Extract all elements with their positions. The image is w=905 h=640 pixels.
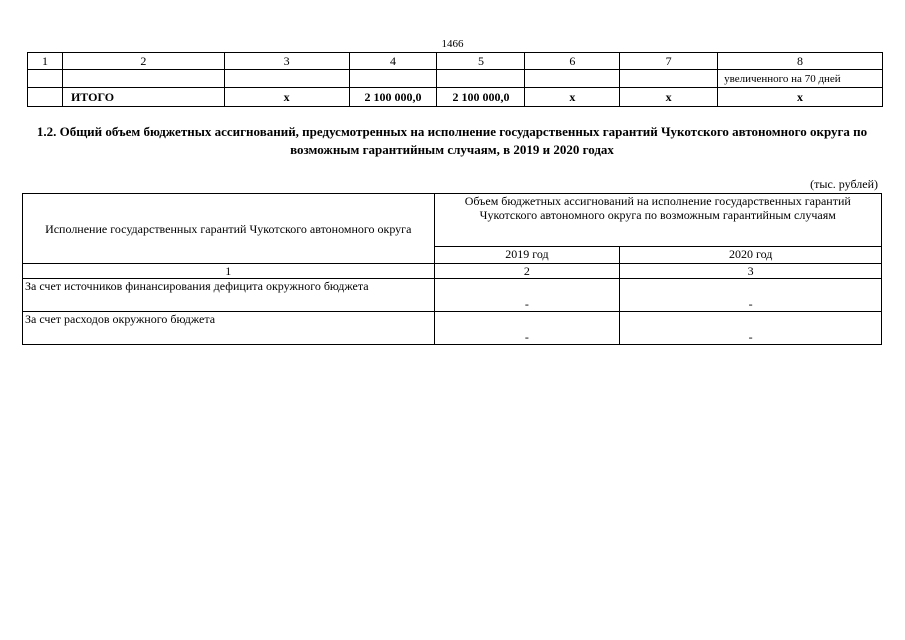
- table-row: [23, 312, 882, 345]
- table-row: [28, 70, 883, 88]
- guarantees-table-continuation: [27, 52, 883, 107]
- column-header-execution: Исполнение государственных гарантий Чукотского автономного округа: [23, 194, 435, 264]
- units-label: (тыс. рублей): [810, 177, 878, 191]
- value-2019: -: [434, 312, 620, 345]
- table-cell: [437, 70, 525, 88]
- table-cell: х: [718, 88, 883, 107]
- table-cell: [620, 70, 718, 88]
- column-number: 6: [525, 53, 620, 70]
- column-number: 3: [620, 264, 882, 279]
- table-cell: [349, 70, 437, 88]
- table-cell: [525, 70, 620, 88]
- table-cell: х: [620, 88, 718, 107]
- column-number-row: [28, 53, 883, 70]
- column-header-volume: Объем бюджетных ассигнований на исполнение государственных гарантий Чукотского автономного округа по возможным гарантийным случаям: [434, 194, 881, 247]
- table-cell-note: увеличенного на 70 дней: [718, 70, 883, 88]
- table-cell: 2 100 000,0: [437, 88, 525, 107]
- header-row: [23, 194, 882, 247]
- row-label: За счет расходов окружного бюджета: [23, 312, 435, 345]
- column-number: 4: [349, 53, 437, 70]
- table-row: [23, 279, 882, 312]
- column-number: 2: [62, 53, 224, 70]
- total-row: [28, 88, 883, 107]
- table-cell: 2 100 000,0: [349, 88, 437, 107]
- table-cell: [62, 70, 224, 88]
- column-number: 5: [437, 53, 525, 70]
- value-2020: -: [620, 312, 882, 345]
- total-label: ИТОГО: [62, 88, 224, 107]
- budget-allocations-table: [22, 193, 882, 345]
- column-number: 1: [23, 264, 435, 279]
- column-number: 3: [224, 53, 349, 70]
- table-cell: [28, 88, 63, 107]
- value-2020: -: [620, 279, 882, 312]
- column-number: 2: [434, 264, 620, 279]
- table-cell: [224, 70, 349, 88]
- section-heading: 1.2. Общий объем бюджетных ассигнований, предусмотренных на исполнение государственных гарантий Чукотского автономного округа по возможным гарантийным случаям, в 2019 и 2020 годах: [36, 124, 868, 157]
- table-cell: х: [525, 88, 620, 107]
- column-number-row: [23, 264, 882, 279]
- page-number: 1466: [441, 38, 464, 50]
- table-cell: [28, 70, 63, 88]
- column-number: 7: [620, 53, 718, 70]
- column-number: 8: [718, 53, 883, 70]
- column-header-2020: 2020 год: [620, 247, 882, 264]
- column-number: 1: [28, 53, 63, 70]
- table-cell: х: [224, 88, 349, 107]
- column-header-2019: 2019 год: [434, 247, 620, 264]
- value-2019: -: [434, 279, 620, 312]
- row-label: За счет источников финансирования дефицита окружного бюджета: [23, 279, 435, 312]
